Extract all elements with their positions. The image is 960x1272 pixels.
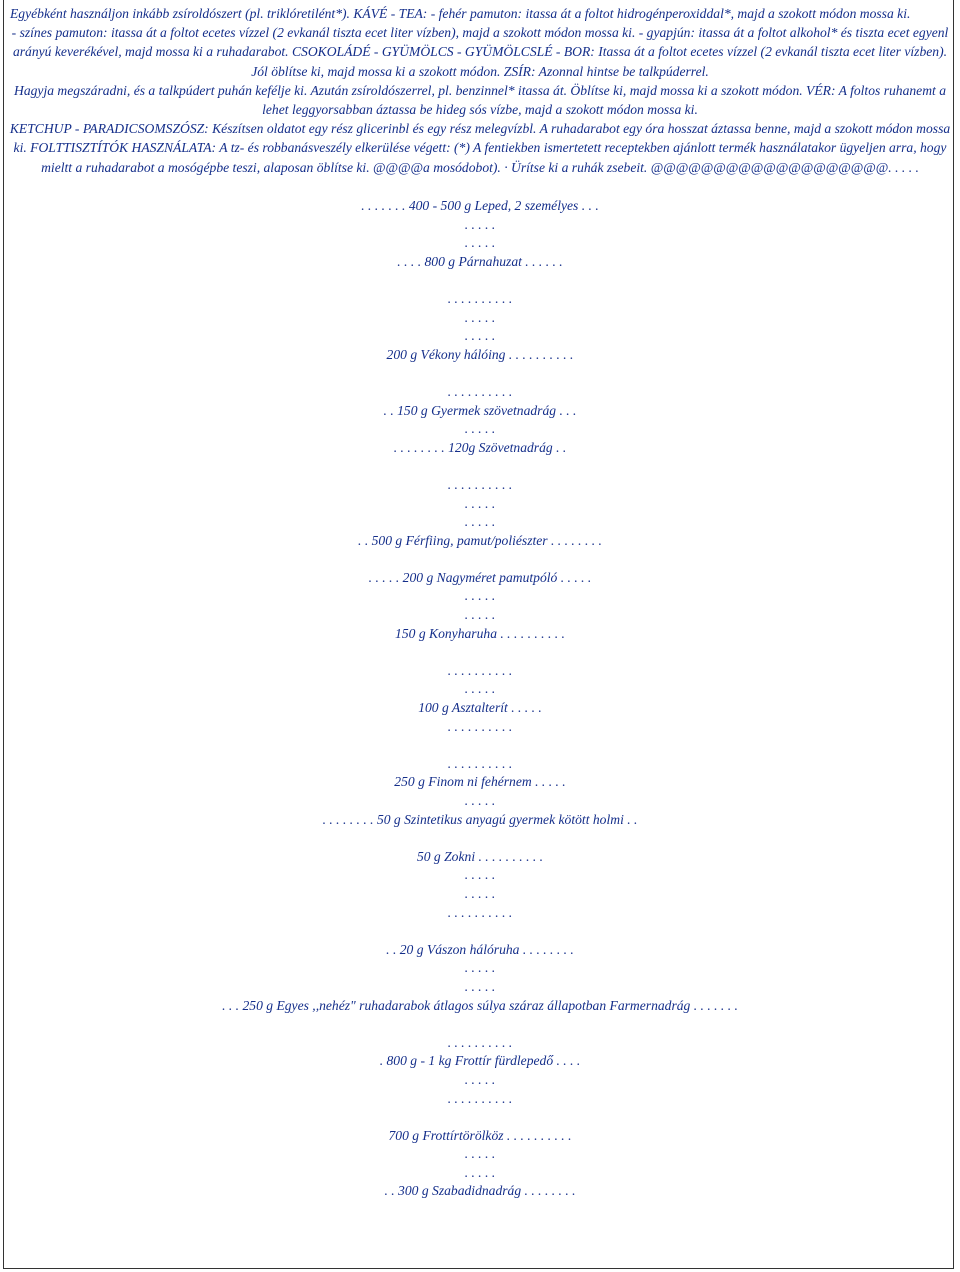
list-spacer (4, 363, 956, 382)
list-row: . . . . . . . . 120g Szövetnadrág . . (393, 439, 567, 455)
laundry-weight-list (4, 196, 956, 1200)
list-row: . . 500 g Férfiing, pamut/poliészter . . . . . . . . (358, 532, 602, 548)
list-row: . . . 250 g Egyes ,,nehéz" ruhadarabok átlagos súlya száraz állapotban Farmernadrág . . . . . . . (222, 997, 738, 1013)
list-row: . . . . . . . . 50 g Szintetikus anyagú gyermek kötött holmi . . (322, 811, 638, 827)
list-row: . . . . . (464, 216, 496, 232)
list-spacer (4, 921, 956, 940)
list-row: . . . . . (464, 885, 496, 901)
list-spacer (4, 1014, 956, 1033)
list-row: . . . . . (464, 1164, 496, 1180)
list-row: . . . . . (464, 235, 496, 251)
list-spacer (4, 828, 956, 847)
list-row: . . . . . (464, 960, 496, 976)
list-spacer (4, 735, 956, 754)
list-row: . . . . . (464, 421, 496, 437)
list-row: . . . . . . . 400 - 500 g Leped, 2 személyes . . . (361, 198, 599, 214)
list-row: . . . . . . . . . . (447, 904, 513, 920)
list-row: 200 g Vékony hálóing . . . . . . . . . . (386, 346, 574, 362)
list-row: . . 150 g Gyermek szövetnadrág . . . (383, 402, 577, 418)
paragraph-3: Hagyja megszáradni, és a talkpúdert puhán kefélje ki. Azután zsíroldószerrel, pl. benzinnel* itassa át. Öblítse ki, majd mossa ki a szokott módon. VÉR: A foltos ruhanemt a lehet leggyorsabban áztassa be hideg sós vízbe, majd a szokott módon mossa ki. (14, 82, 946, 118)
list-row: . . . . 800 g Párnahuzat . . . . . . (397, 253, 563, 269)
list-row: . . . . . . . . . . (447, 662, 513, 678)
list-row: . . . . . . . . . . (447, 1090, 513, 1106)
document-body (4, 4, 956, 1200)
list-row: 100 g Asztalterít . . . . . (418, 700, 542, 716)
list-row: . . . . . (464, 867, 496, 883)
list-row: 250 g Finom ni fehérnem . . . . . (394, 774, 566, 790)
list-row: . . . . . (464, 328, 496, 344)
list-row: . . . . . (464, 1071, 496, 1087)
list-row: . . . . . (464, 681, 496, 697)
list-row: . . . . . . . . . . (447, 383, 513, 399)
list-spacer (4, 456, 956, 475)
list-row: . 800 g - 1 kg Frottír fürdlepedő . . . . (379, 1053, 581, 1069)
list-row: 700 g Frottírtörölköz . . . . . . . . . . (388, 1127, 572, 1143)
list-row: . . . . . . . . . . (447, 755, 513, 771)
list-spacer (4, 1107, 956, 1126)
list-row: . . . . . (464, 309, 496, 325)
list-row: . . . . . (464, 1146, 496, 1162)
list-row: . . . . . (464, 978, 496, 994)
paragraph-1: Egyébként használjon inkább zsíroldószert (pl. triklóretilént*). KÁVÉ - TEA: - fehér pamuton: itassa át a foltot hidrogénperoxiddal*, majd a szokott módon mossa ki. (10, 6, 911, 21)
list-row: 50 g Zokni . . . . . . . . . . (416, 848, 544, 864)
paragraph-4: KETCHUP - PARADICSOMSZÓSZ: Készítsen oldatot egy rész glicerinbl és egy rész melegvízbl. A ruhadarabot egy óra hosszat áztassa benne, majd a szokott módon mossa ki. FOLTTISZTÍTÓK HASZNÁLATA: A tz- és robbanásveszély elkerülése végett: (*) A fentiekben ismertetett receptekben ajánlott termék használatakor ügyeljen arra, hogy mieltt a ruhadarabot a mosógépbe teszi, alaposan öblítse ki. @@@@a mosódobot). · Ürítse ki a ruhák zsebeit. @@@@@@@@@@@@@@@@@@@. . . . . (9, 121, 951, 175)
list-row: . . . . . (464, 588, 496, 604)
list-row: . . . . . . . . . . (447, 718, 513, 734)
list-row: . . . . . (464, 514, 496, 530)
list-spacer (4, 270, 956, 289)
list-row: 150 g Konyharuha . . . . . . . . . . (395, 625, 565, 641)
list-row: . . . . . . . . . . (447, 476, 513, 492)
list-row: . . . . . . . . . . (447, 290, 513, 306)
list-row: . . . . . . . . . . (447, 1034, 513, 1050)
list-spacer (4, 549, 956, 568)
list-row: . . 300 g Szabadidnadrág . . . . . . . . (384, 1183, 576, 1199)
paragraph-2: - színes pamuton: itassa át a foltot ecetes vízzel (2 evkanál tiszta ecet liter vízben), majd a szokott módon mossa ki. - gyapjún: itassa át a foltot alkohol* és tiszta ecet egyenl arányú keverékével, majd mossa ki a ruhadarabot. CSOKOLÁDÉ - GYÜMÖLCS - GYÜMÖLCSLÉ - BOR: Itassa át a foltot ecetes vízzel (2 evkanál tiszta ecet liter vízben). Jól öblítse ki, majd mossa ki a szokott módon. ZSÍR: Azonnal hintse be talkpúderrel. (11, 25, 949, 79)
list-row: . . . . . (464, 793, 496, 809)
list-spacer (4, 642, 956, 661)
list-row: . . . . . (464, 495, 496, 511)
list-row: . . . . . 200 g Nagyméret pamutpóló . . . . . (368, 569, 592, 585)
list-row: . . . . . (464, 607, 496, 623)
list-row: . . 20 g Vászon hálóruha . . . . . . . . (386, 941, 574, 957)
